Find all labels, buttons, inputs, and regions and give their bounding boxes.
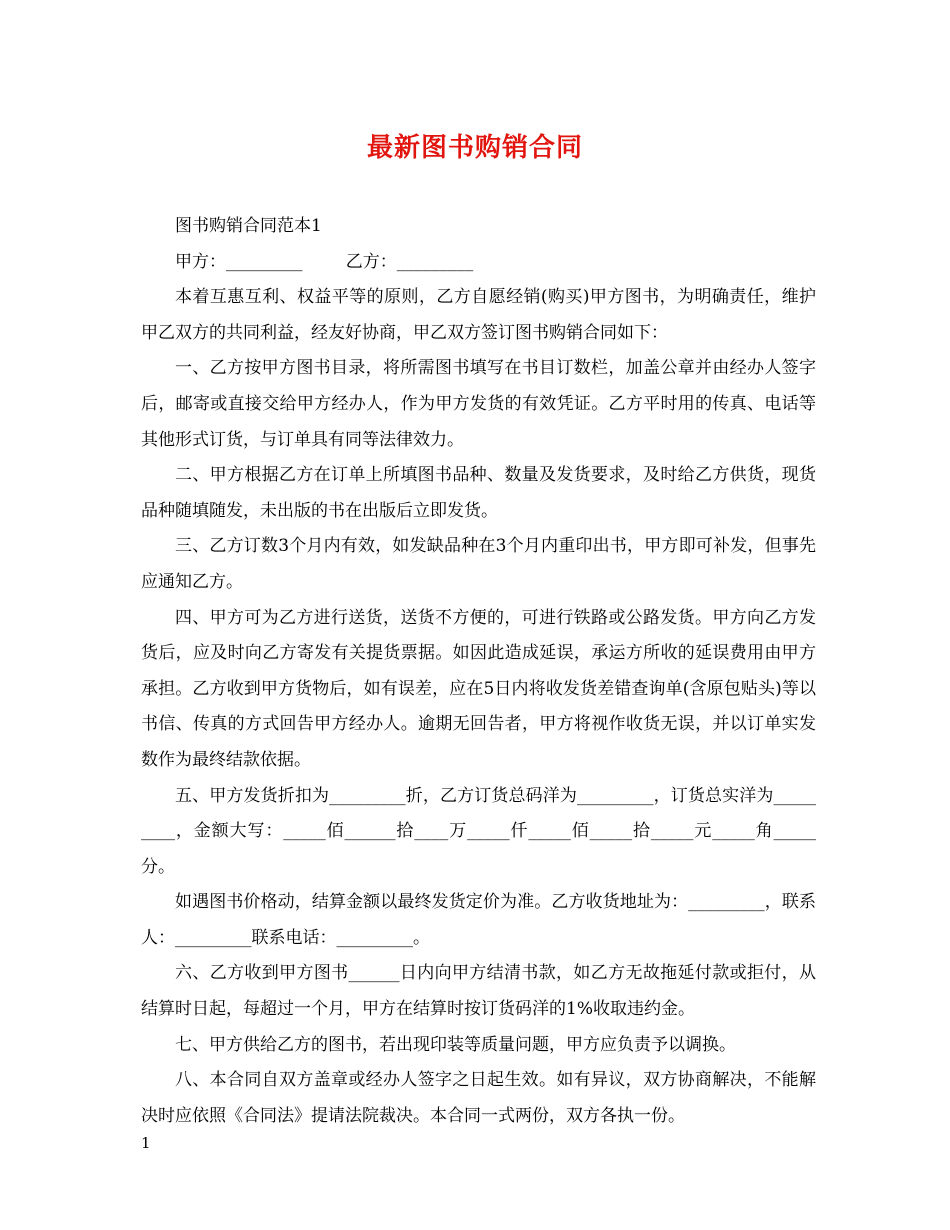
contract-sample-heading: 图书购销合同范本1	[175, 216, 322, 236]
preamble-paragraph: 本着互惠互利、权益平等的原则，乙方自愿经销(购买)甲方图书，为明确责任，维护甲乙双方的共同利益，经友好协商，甲乙双方签订图书购销合同如下：	[141, 287, 816, 343]
clause-2-paragraph: 二、甲方根据乙方在订单上所填图书品种、数量及发货要求，及时给乙方供货，现货品种随填随发，未出版的书在出版后立即发货。	[141, 465, 816, 521]
document-body	[141, 209, 816, 1134]
clause-6-paragraph: 六、乙方收到甲方图书______日内向甲方结清书款，如乙方无故拖延付款或拒付，从结算时日起，每超过一个月，甲方在结算时按订货码洋的1%收取违约金。	[141, 963, 816, 1020]
clause-5-paragraph: 五、甲方发货折扣为_________折，乙方订货总码洋为_________，订货总实洋为_________，金额大写：_____佰______拾____万_____仟_____佰_____拾_____元_____角_____分。	[141, 785, 816, 877]
clause-7-paragraph: 七、甲方供给乙方的图书，若出现印装等质量问题，甲方应负责予以调换。	[175, 1034, 736, 1055]
price-change-paragraph: 如遇图书价格动，结算金额以最终发货定价为准。乙方收货地址为：_________，联系人：_________联系电话：_________。	[141, 892, 816, 948]
clause-8-paragraph: 八、本合同自双方盖章或经办人签字之日起生效。如有异议，双方协商解决，不能解决时应依照《合同法》提请法院裁决。本合同一式两份，双方各执一份。	[141, 1070, 816, 1126]
clause-1-paragraph: 一、乙方按甲方图书目录，将所需图书填写在书目订数栏，加盖公章并由经办人签字后，邮寄或直接交给甲方经办人，作为甲方发货的有效凭证。乙方平时用的传真、电话等其他形式订货，与订单具有同等法律效力。	[141, 358, 816, 450]
document-title: 最新图书购销合同	[366, 133, 583, 163]
page-number: 1	[141, 1134, 151, 1152]
clause-3-paragraph: 三、乙方订数3个月内有效，如发缺品种在3个月内重印出书，甲方即可补发，但事先应通知乙方。	[141, 536, 816, 592]
clause-4-paragraph: 四、甲方可为乙方进行送货，送货不方便的，可进行铁路或公路发货。甲方向乙方发货后，应及时向乙方寄发有关提货票据。如因此造成延误，承运方所收的延误费用由甲方承担。乙方收到甲方货物后，如有误差，应在5日内将收发货差错查询单(含原包贴头)等以书信、传真的方式回告甲方经办人。逾期无回告者，甲方将视作收货无误，并以订单实发数作为最终结款依据。	[141, 607, 816, 770]
parties-line: 甲方：_________ 乙方：_________	[175, 251, 474, 272]
